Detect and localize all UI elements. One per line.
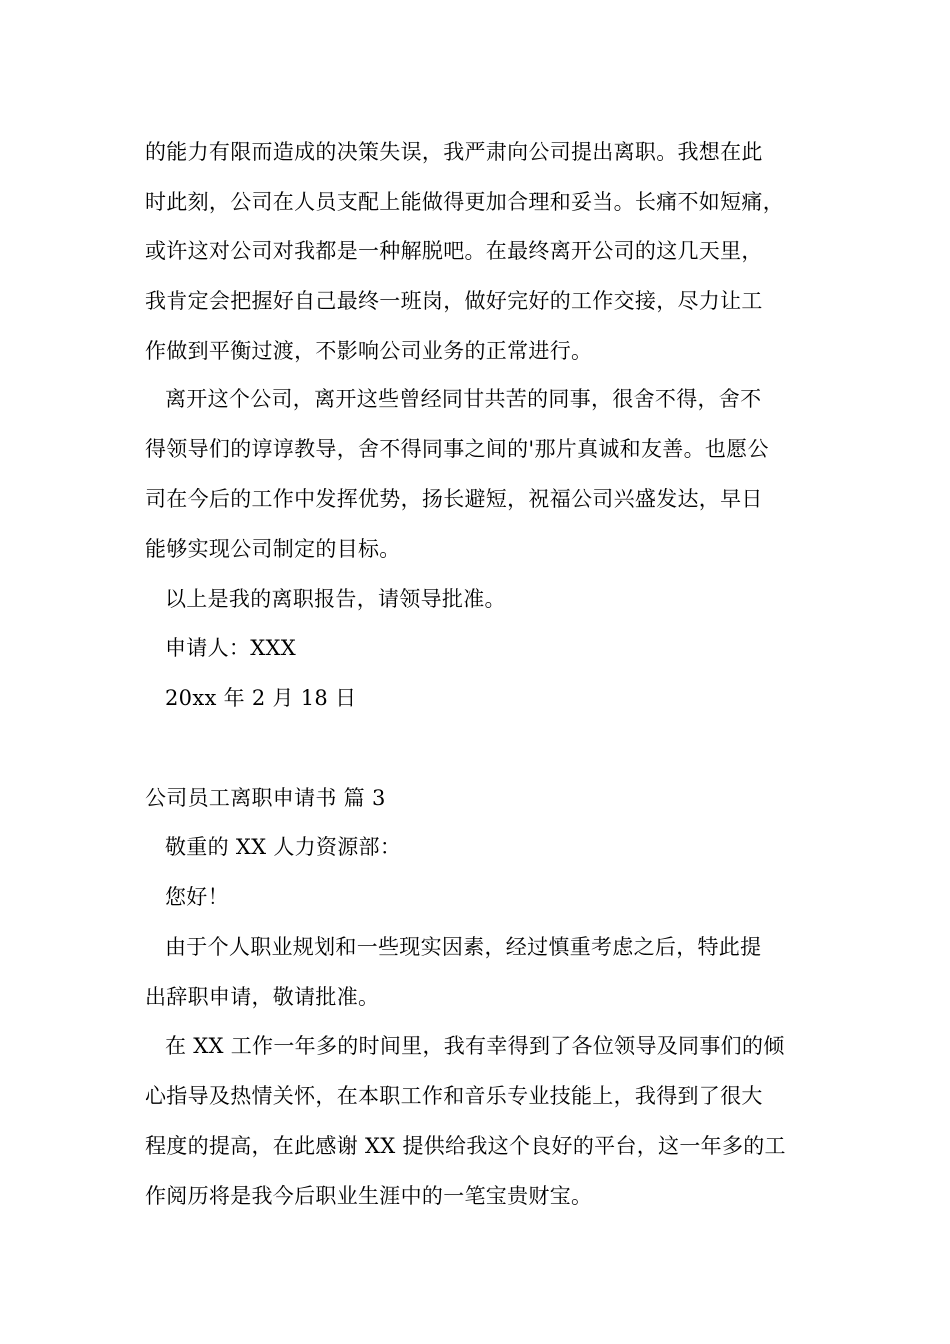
section-title: 公司员工离职申请书 篇 3	[145, 786, 386, 810]
paragraph-1-line-1: 的能力有限而造成的决策失误，我严肃向公司提出离职。我想在此	[145, 140, 763, 164]
salutation: 敬重的 XX 人力资源部：	[165, 835, 402, 859]
paragraph-4-line-4: 作阅历将是我今后职业生涯中的一笔宝贵财宝。	[145, 1184, 593, 1208]
paragraph-4-line-2: 心指导及热情关怀，在本职工作和音乐专业技能上，我得到了很大	[145, 1084, 763, 1108]
paragraph-1-line-2: 时此刻，公司在人员支配上能做得更加合理和妥当。长痛不如短痛，	[145, 190, 784, 214]
paragraph-2-line-4: 能够实现公司制定的目标。	[145, 537, 401, 561]
paragraph-1-line-4: 我肯定会把握好自己最终一班岗，做好完好的工作交接，尽力让工	[145, 289, 763, 313]
paragraph-3-line-2: 出辞职申请，敬请批准。	[145, 985, 380, 1009]
paragraph-1-line-5: 作做到平衡过渡，不影响公司业务的正常进行。	[145, 339, 593, 363]
paragraph-2-line-3: 司在今后的工作中发挥优势，扬长避短，祝福公司兴盛发达，早日	[145, 487, 763, 511]
applicant-line: 申请人：XXX	[165, 636, 296, 660]
date-line: 20xx 年 2 月 18 日	[165, 686, 357, 710]
paragraph-4-line-3: 程度的提高，在此感谢 XX 提供给我这个良好的平台，这一年多的工	[145, 1134, 786, 1158]
paragraph-2-line-1: 离开这个公司，离开这些曾经同甘共苦的同事，很舍不得，舍不	[165, 387, 762, 411]
paragraph-3-line-1: 由于个人职业规划和一些现实因素，经过慎重考虑之后，特此提	[165, 935, 762, 959]
closing-line: 以上是我的离职报告，请领导批准。	[165, 587, 506, 611]
paragraph-2-line-2: 得领导们的谆谆教导，舍不得同事之间的'那片真诚和友善。也愿公	[145, 437, 769, 461]
paragraph-1-line-3: 或许这对公司对我都是一种解脱吧。在最终离开公司的这几天里，	[145, 239, 763, 263]
paragraph-4-line-1: 在 XX 工作一年多的时间里，我有幸得到了各位领导及同事们的倾	[165, 1034, 785, 1058]
greeting: 您好！	[165, 885, 229, 909]
